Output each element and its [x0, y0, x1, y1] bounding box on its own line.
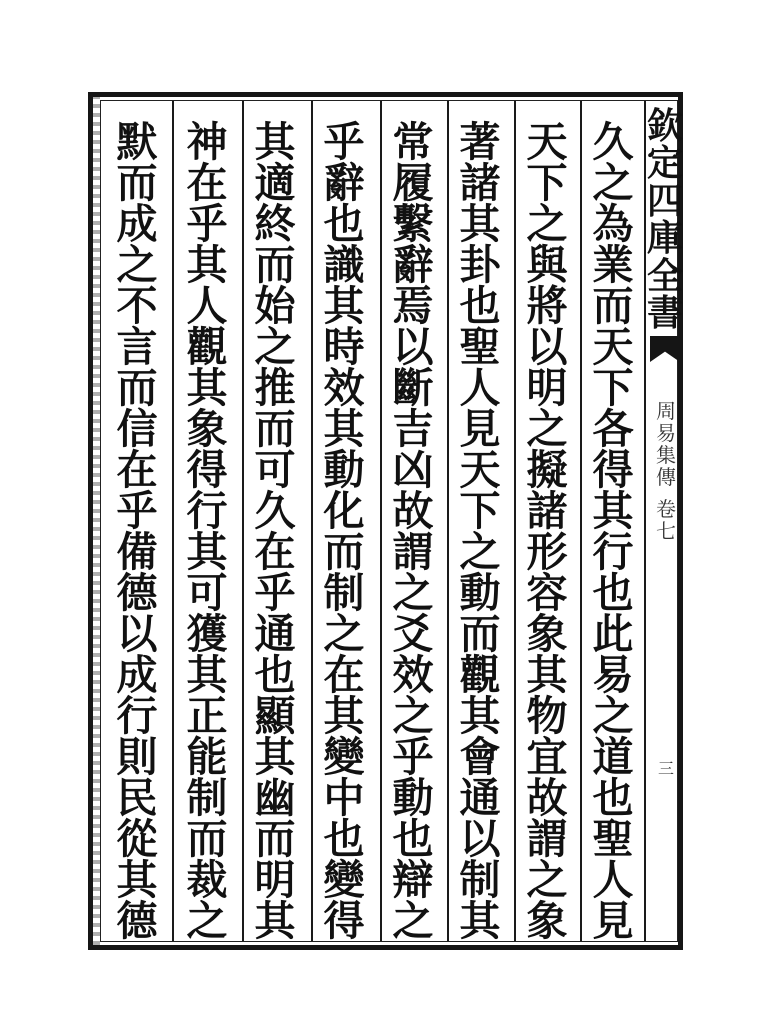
character: 辯 [392, 856, 434, 904]
character: 以 [116, 610, 158, 658]
character: 聖 [459, 323, 501, 371]
character: 吉 [392, 405, 434, 453]
column-divider [580, 101, 582, 941]
character: 各 [592, 405, 634, 453]
character: 之 [592, 159, 634, 207]
character: 觀 [186, 323, 228, 371]
character: 下 [459, 487, 501, 535]
character: 天 [526, 118, 568, 166]
character: 通 [254, 610, 296, 658]
character: 正 [186, 692, 228, 740]
character: 之 [459, 528, 501, 576]
character: 德 [116, 897, 158, 945]
column-divider [242, 101, 244, 941]
character: 人 [459, 364, 501, 412]
character: 著 [459, 118, 501, 166]
character: 動 [392, 774, 434, 822]
character: 時 [323, 323, 365, 371]
text-column-1 [584, 118, 642, 945]
character: 不 [116, 282, 158, 330]
character: 言 [116, 323, 158, 371]
character: 辭 [392, 241, 434, 289]
character: 也 [592, 774, 634, 822]
character: 其 [459, 200, 501, 248]
character: 乎 [186, 200, 228, 248]
character: 以 [459, 815, 501, 863]
character: 謂 [526, 815, 568, 863]
character: 而 [116, 159, 158, 207]
margin-character: 周 [656, 399, 676, 423]
character: 也 [459, 282, 501, 330]
character: 獲 [186, 610, 228, 658]
character: 得 [592, 446, 634, 494]
margin-character: 卷 [656, 497, 676, 521]
character: 之 [116, 241, 158, 289]
character: 天 [459, 446, 501, 494]
character: 也 [592, 569, 634, 617]
character: 得 [323, 897, 365, 945]
character: 此 [592, 610, 634, 658]
text-column-6 [246, 118, 304, 945]
character: 明 [526, 364, 568, 412]
character: 形 [526, 528, 568, 576]
character: 其 [323, 692, 365, 740]
character: 從 [116, 815, 158, 863]
character: 可 [186, 569, 228, 617]
character: 其 [116, 856, 158, 904]
text-column-8 [108, 118, 166, 945]
character: 而 [116, 364, 158, 412]
character: 行 [186, 487, 228, 535]
margin-character: 庫 [646, 217, 683, 260]
character: 其 [186, 651, 228, 699]
character: 行 [592, 528, 634, 576]
character: 其 [323, 282, 365, 330]
character: 乎 [392, 733, 434, 781]
character: 天 [592, 323, 634, 371]
character: 卦 [459, 241, 501, 289]
character: 久 [254, 487, 296, 535]
character: 其 [459, 897, 501, 945]
character: 下 [592, 364, 634, 412]
margin-volume-label [654, 400, 678, 542]
character: 在 [116, 446, 158, 494]
text-column-2 [518, 118, 576, 945]
column-divider [447, 101, 449, 941]
margin-character: 四 [646, 179, 683, 222]
character: 將 [526, 282, 568, 330]
character: 其 [254, 118, 296, 166]
character: 其 [186, 364, 228, 412]
character: 其 [254, 733, 296, 781]
character: 之 [592, 692, 634, 740]
character: 成 [116, 200, 158, 248]
character: 容 [526, 569, 568, 617]
character: 民 [116, 774, 158, 822]
margin-page-number [656, 760, 676, 778]
character: 明 [254, 856, 296, 904]
margin-character: 欽 [646, 105, 683, 147]
character: 為 [592, 200, 634, 248]
character: 以 [392, 323, 434, 371]
character: 識 [323, 241, 365, 289]
character: 也 [254, 651, 296, 699]
character: 其 [526, 651, 568, 699]
character: 人 [186, 282, 228, 330]
column-divider [172, 101, 174, 941]
character: 之 [526, 405, 568, 453]
character: 焉 [392, 282, 434, 330]
character: 備 [116, 528, 158, 576]
character: 人 [592, 856, 634, 904]
character: 之 [254, 323, 296, 371]
character: 宜 [526, 733, 568, 781]
character: 終 [254, 200, 296, 248]
character: 以 [526, 323, 568, 371]
character: 也 [323, 200, 365, 248]
margin-character: 集 [656, 443, 676, 467]
character: 象 [186, 405, 228, 453]
character: 中 [323, 774, 365, 822]
character: 易 [592, 651, 634, 699]
character: 其 [186, 241, 228, 289]
character: 德 [116, 569, 158, 617]
character: 其 [592, 487, 634, 535]
text-column-4 [384, 118, 442, 945]
character: 其 [459, 692, 501, 740]
character: 象 [526, 897, 568, 945]
character: 聖 [592, 815, 634, 863]
character: 而 [323, 528, 365, 576]
character: 制 [459, 856, 501, 904]
character: 觀 [459, 651, 501, 699]
character: 而 [592, 282, 634, 330]
character: 變 [323, 733, 365, 781]
column-divider [514, 101, 516, 941]
character: 成 [116, 651, 158, 699]
character: 爻 [392, 610, 434, 658]
character: 效 [323, 364, 365, 412]
character: 適 [254, 159, 296, 207]
text-column-5 [315, 118, 373, 945]
character: 行 [116, 692, 158, 740]
character: 動 [323, 446, 365, 494]
character: 故 [526, 774, 568, 822]
character: 裁 [186, 856, 228, 904]
character: 在 [186, 159, 228, 207]
character: 斷 [392, 364, 434, 412]
character: 其 [254, 897, 296, 945]
character: 默 [116, 118, 158, 166]
character: 其 [323, 405, 365, 453]
character: 諸 [459, 159, 501, 207]
character: 則 [116, 733, 158, 781]
text-column-3 [451, 118, 509, 945]
character: 能 [186, 733, 228, 781]
character: 下 [526, 159, 568, 207]
character: 之 [186, 897, 228, 945]
margin-character: 傳 [656, 465, 676, 489]
character: 辭 [323, 159, 365, 207]
character: 故 [392, 487, 434, 535]
character: 見 [459, 405, 501, 453]
margin-character: 七 [656, 519, 676, 543]
character: 在 [254, 528, 296, 576]
character: 道 [592, 733, 634, 781]
character: 而 [186, 815, 228, 863]
character: 推 [254, 364, 296, 412]
character: 變 [323, 856, 365, 904]
margin-character: 定 [646, 142, 683, 185]
character: 制 [186, 774, 228, 822]
character: 在 [323, 651, 365, 699]
character: 而 [254, 241, 296, 289]
character: 之 [526, 856, 568, 904]
margin-character: 三 [657, 759, 674, 778]
character: 乎 [254, 569, 296, 617]
margin-book-title [646, 105, 684, 335]
character: 而 [254, 815, 296, 863]
character: 之 [392, 692, 434, 740]
character: 物 [526, 692, 568, 740]
character: 而 [254, 405, 296, 453]
character: 也 [323, 815, 365, 863]
character: 乎 [323, 118, 365, 166]
text-column-7 [178, 118, 236, 945]
margin-character: 易 [656, 421, 676, 445]
character: 謂 [392, 528, 434, 576]
column-divider [380, 101, 382, 941]
character: 象 [526, 610, 568, 658]
character: 神 [186, 118, 228, 166]
character: 動 [459, 569, 501, 617]
character: 業 [592, 241, 634, 289]
character: 也 [392, 815, 434, 863]
character: 而 [459, 610, 501, 658]
character: 始 [254, 282, 296, 330]
character: 擬 [526, 446, 568, 494]
character: 之 [526, 200, 568, 248]
character: 之 [323, 610, 365, 658]
margin-character: 書 [646, 292, 683, 335]
character: 乎 [116, 487, 158, 535]
character: 通 [459, 774, 501, 822]
character: 繫 [392, 200, 434, 248]
column-divider [311, 101, 313, 941]
character: 可 [254, 446, 296, 494]
character: 諸 [526, 487, 568, 535]
character: 得 [186, 446, 228, 494]
character: 會 [459, 733, 501, 781]
character: 信 [116, 405, 158, 453]
character: 久 [592, 118, 634, 166]
character: 與 [526, 241, 568, 289]
margin-character: 全 [646, 254, 683, 297]
character: 見 [592, 897, 634, 945]
character: 凶 [392, 446, 434, 494]
character: 之 [392, 897, 434, 945]
character: 之 [392, 569, 434, 617]
character: 其 [186, 528, 228, 576]
character: 效 [392, 651, 434, 699]
character: 顯 [254, 692, 296, 740]
character: 履 [392, 159, 434, 207]
character: 幽 [254, 774, 296, 822]
character: 化 [323, 487, 365, 535]
character: 制 [323, 569, 365, 617]
character: 常 [392, 118, 434, 166]
